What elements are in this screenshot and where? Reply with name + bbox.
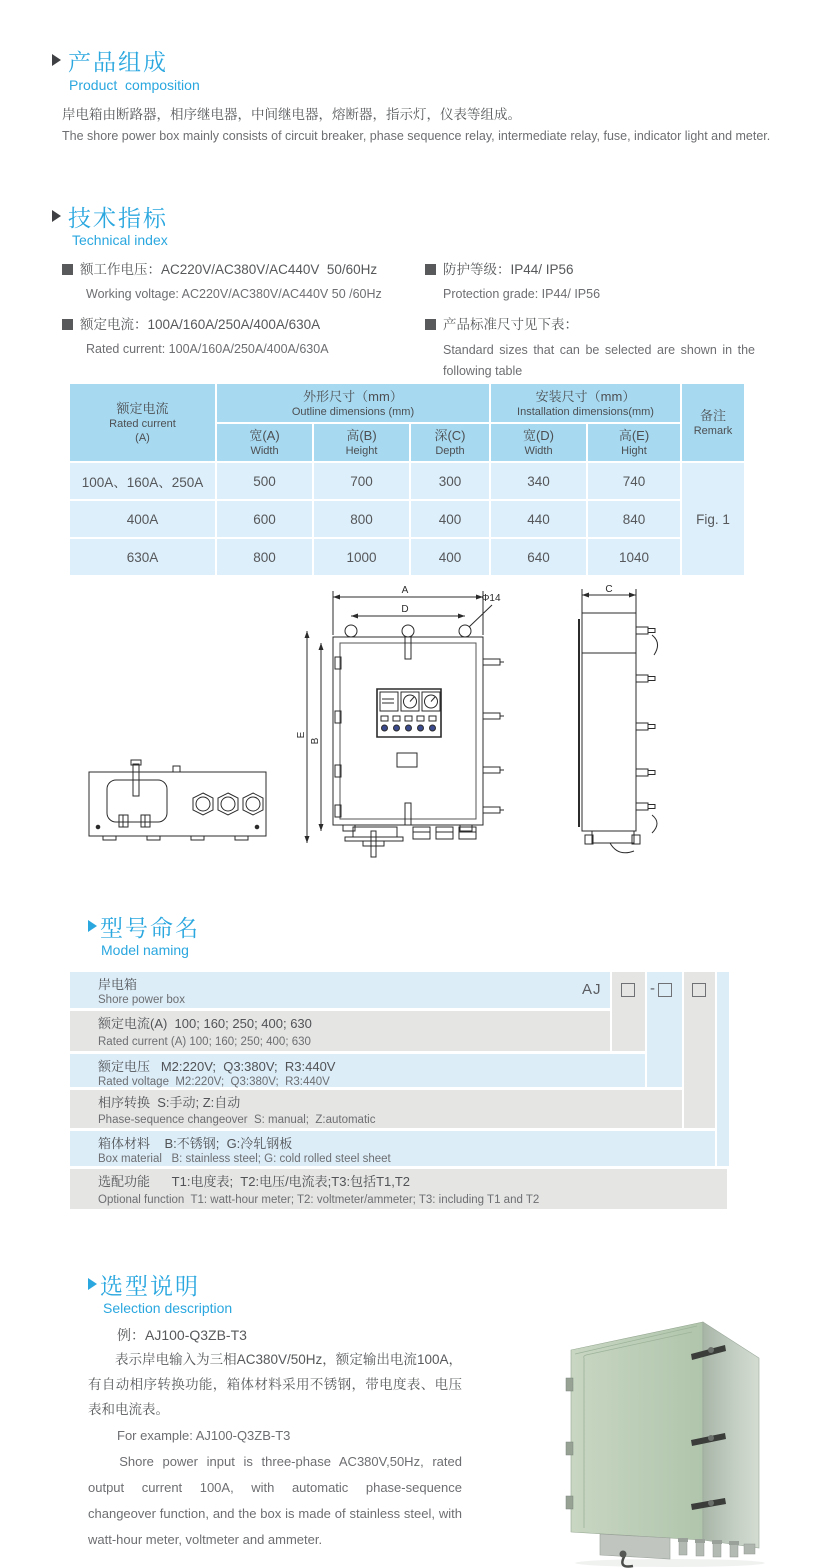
model-strip-material (715, 972, 729, 1166)
cell-value: 300 (411, 463, 489, 499)
cell-value: 800 (217, 539, 312, 575)
front-view-drawing (295, 583, 510, 861)
col-header-rated-current: 额定电流 Rated current (A) (70, 384, 215, 461)
spec-item: 额定电流：100A/160A/250A/400A/630A (62, 313, 412, 333)
table-row (70, 501, 744, 537)
cell-value: 640 (491, 539, 586, 575)
spec-item: 产品标准尺寸见下表： (425, 313, 755, 333)
col-group-installation: 安装尺寸（mm） Installation dimensions(mm) (491, 384, 680, 422)
model-digit-box (692, 983, 706, 997)
cell-value: 400 (411, 501, 489, 537)
cell-remark-figure: Fig. 1 (682, 463, 744, 575)
product-composition-text-en: The shore power box mainly consists of circuit breaker, phase sequence relay, intermediate relay, fuse, indicator light and meter. (62, 129, 771, 143)
product-photo (545, 1292, 805, 1568)
model-row-product: 岸电箱 Shore power box (70, 972, 610, 1008)
product-composition-text-cn: 岸电箱由断路器，相序继电器，中间继电器，熔断器，指示灯，仪表等组成。 (62, 107, 521, 122)
section-marker-icon (88, 920, 97, 932)
cell-value: 440 (491, 501, 586, 537)
section-marker-icon (52, 54, 61, 66)
cell-value: 500 (217, 463, 312, 499)
cell-value: 800 (314, 501, 409, 537)
model-row-optional-function: 选配功能 T1:电度表; T2:电压/电流表;T3:包括T1,T2 Optional function T1: watt-hour meter; T2: voltmeter/ammeter; T3: including T1 and T2 (70, 1169, 727, 1209)
dim-label-b: B (310, 737, 321, 745)
col-header-remark: 备注 Remark (682, 384, 744, 461)
model-row-box-material: 箱体材料 B:不锈钢; G:冷轧钢板 Box material B: stainless steel; G: cold rolled steel sheet (70, 1131, 727, 1166)
cell-value: 740 (588, 463, 680, 499)
cell-value: 1000 (314, 539, 409, 575)
cell-value: 340 (491, 463, 586, 499)
table-row (70, 539, 744, 575)
bottom-view-drawing (85, 752, 270, 857)
col-group-outline: 外形尺寸（mm） Outline dimensions (mm) (217, 384, 489, 422)
dimensions-table (68, 382, 746, 577)
spec-item-en: Protection grade: IP44/ IP56 (443, 287, 601, 301)
selection-example-en: For example: AJ100-Q3ZB-T3 (117, 1428, 291, 1443)
cell-value: 700 (314, 463, 409, 499)
cell-value: 1040 (588, 539, 680, 575)
cell-value: 840 (588, 501, 680, 537)
dim-label-c: C (605, 584, 613, 595)
selection-example-cn: 例：AJ100-Q3ZB-T3 (117, 1327, 247, 1343)
section-subtitle-model-naming: Model naming (101, 942, 189, 958)
section-marker-icon (52, 210, 61, 222)
cell-current: 400A (70, 501, 215, 537)
model-dash: - (650, 980, 656, 997)
section-title-model-naming: 型号命名 (100, 915, 200, 941)
model-digit-box (658, 983, 672, 997)
spec-item-en: Working voltage: AC220V/AC380V/AC440V 50 /60Hz (86, 287, 382, 301)
selection-body-en: Shore power input is three-phase AC380V,50Hz, rated output current 100A, with automatic phase-sequence changeover function, and the box is made of stainless steel, with watt-hour meter, voltmeter and ammeter. (88, 1454, 466, 1547)
model-digit-box (621, 983, 635, 997)
spec-list-right (425, 258, 759, 382)
dim-label-a: A (401, 585, 409, 596)
section-subtitle-technical-index: Technical index (72, 232, 168, 248)
model-row-phase-changeover: 相序转换 S:手动; Z:自动 Phase-sequence changeover S: manual; Z:automatic (70, 1090, 715, 1128)
subcol-width-a: 宽(A) Width (217, 424, 312, 461)
cell-current: 100A、160A、250A (70, 463, 215, 499)
table-row (70, 463, 744, 499)
spec-item-en: Standard sizes that can be selected are shown in the following table (443, 343, 759, 378)
model-row-rated-voltage: 额定电压 M2:220V; Q3:380V; R3:440V Rated voltage M2:220V; Q3:380V; R3:440V (70, 1054, 682, 1087)
dim-label-e: E (296, 731, 307, 739)
model-code-prefix: AJ (582, 981, 602, 998)
section-subtitle-product-composition: Product composition (69, 77, 200, 93)
spec-bullet-icon (62, 319, 73, 330)
dim-label-d: D (401, 604, 409, 615)
section-title-selection: 选型说明 (100, 1273, 200, 1299)
section-title-technical-index: 技术指标 (68, 205, 168, 231)
cell-value: 400 (411, 539, 489, 575)
selection-body-cn: 表示岸电输入为三相AC380V/50Hz，额定输出电流100A，有自动相序转换功能，箱体材料采用不锈钢，带电度表、电压表和电流表。 (88, 1352, 462, 1417)
spec-item: 防护等级：IP44/ IP56 (425, 258, 755, 278)
spec-item-en: Rated current: 100A/160A/250A/400A/630A (86, 342, 329, 356)
section-subtitle-selection: Selection description (103, 1300, 233, 1316)
subcol-depth-c: 深(C) Depth (411, 424, 489, 461)
model-row-rated-current: 额定电流(A) 100; 160; 250; 400; 630 Rated current (A) 100; 160; 250; 400; 630 (70, 1011, 645, 1051)
spec-list-left (62, 258, 412, 356)
subcol-height-e: 高(E) Hight (588, 424, 680, 461)
spec-item: 额工作电压：AC220V/AC380V/AC440V 50/60Hz (62, 258, 412, 278)
subcol-height-b: 高(B) Height (314, 424, 409, 461)
spec-bullet-icon (425, 319, 436, 330)
dim-label-hole: Φ14 (481, 593, 501, 604)
spec-bullet-icon (62, 264, 73, 275)
section-marker-icon (88, 1278, 97, 1290)
spec-bullet-icon (425, 264, 436, 275)
section-title-product-composition: 产品组成 (68, 49, 168, 75)
subcol-width-d: 宽(D) Width (491, 424, 586, 461)
cell-current: 630A (70, 539, 215, 575)
cell-value: 600 (217, 501, 312, 537)
side-view-drawing (552, 583, 677, 868)
